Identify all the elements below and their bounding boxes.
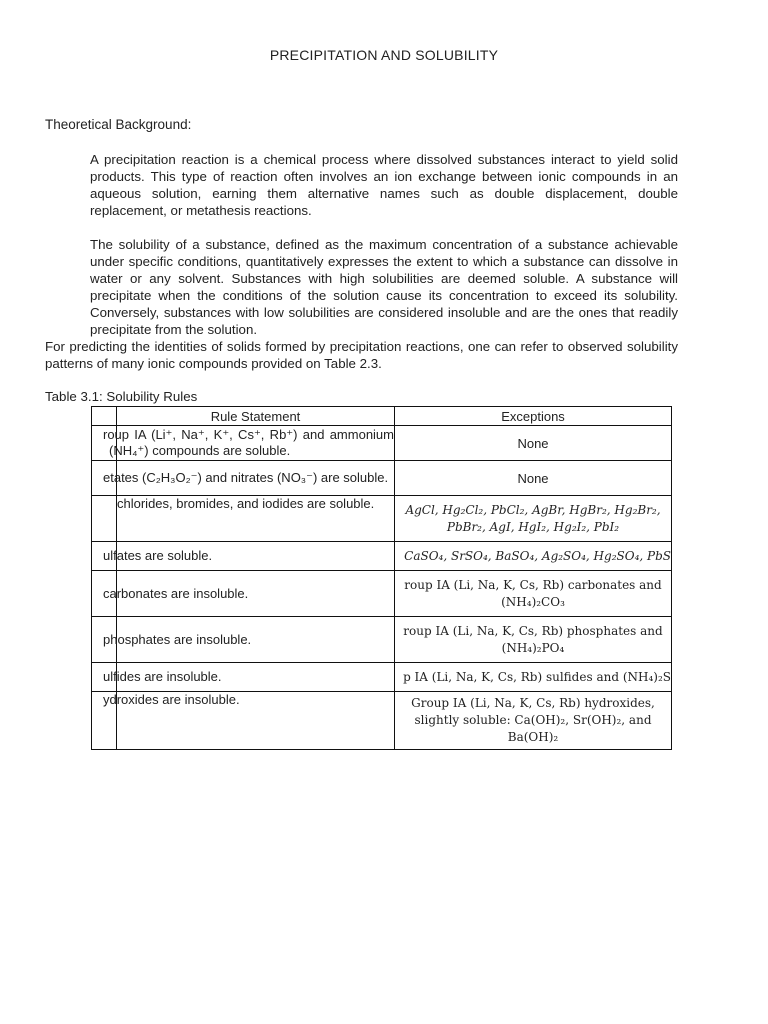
table-row bbox=[92, 542, 672, 571]
table-header-row bbox=[92, 407, 672, 426]
table-row bbox=[92, 617, 672, 663]
rule-text: ulfates are soluble. bbox=[103, 548, 213, 563]
rule-cell bbox=[103, 692, 395, 750]
header-rule-statement: Rule Statement bbox=[117, 407, 395, 426]
exception-cell: roup IA (Li, Na, K, Cs, Rb) carbonates and (NH₄)₂CO₃ bbox=[395, 571, 672, 617]
header-exceptions: Exceptions bbox=[395, 407, 672, 426]
paragraph-prediction: For predicting the identities of solids formed by precipitation reactions, one can refer to observed solubility patterns of many ionic compounds provided on Table 2.3. bbox=[45, 339, 678, 371]
rule-text: etates (C₂H₃O₂⁻) and nitrates (NO₃⁻) are soluble. bbox=[103, 470, 389, 485]
rule-cell bbox=[103, 542, 395, 571]
paragraph-solubility: The solubility of a substance, defined as the maximum concentration of a substance achievable under specific conditions, quantitatively expresses the extent to which a substance can dissolve in water or any solvent. Substances with high solubilities are deemed soluble. A substance will precipitate when the conditions of the solution cause its concentration to exceed its solubility. Conversely, substances with low solubilities are considered insoluble and are the ones that readily precipitate from the solution. bbox=[90, 237, 678, 337]
rule-text: carbonates are insoluble. bbox=[103, 585, 249, 601]
rule-text: ydroxides are insoluble. bbox=[103, 692, 240, 707]
table-row bbox=[92, 426, 672, 461]
table-row bbox=[92, 663, 672, 692]
exception-cell: CaSO₄, SrSO₄, BaSO₄, Ag₂SO₄, Hg₂SO₄, PbS bbox=[395, 542, 672, 571]
rule-text: phosphates are insoluble. bbox=[103, 631, 252, 647]
table-row bbox=[92, 461, 672, 496]
rule-cell bbox=[103, 461, 395, 496]
rule-cell bbox=[103, 426, 395, 461]
rule-cell bbox=[117, 496, 395, 542]
table-row bbox=[92, 496, 672, 542]
exception-cell: p IA (Li, Na, K, Cs, Rb) sulfides and (NH₄)₂S bbox=[395, 663, 672, 692]
rule-text: roup IA (Li⁺, Na⁺, K⁺, Cs⁺, Rb⁺) and ammonium (NH₄⁺) compounds are soluble. bbox=[103, 427, 394, 458]
solubility-rules-table bbox=[91, 406, 672, 750]
table-row bbox=[92, 692, 672, 750]
exception-cell: Group IA (Li, Na, K, Cs, Rb) hydroxides, slightly soluble: Ca(OH)₂, Sr(OH)₂, and Ba(OH)₂ bbox=[395, 692, 672, 750]
row-marker-cell bbox=[92, 496, 117, 542]
exception-cell: AgCl, Hg₂Cl₂, PbCl₂, AgBr, HgBr₂, Hg₂Br₂, PbBr₂, AgI, HgI₂, Hg₂I₂, PbI₂ bbox=[395, 496, 672, 542]
table-row bbox=[92, 571, 672, 617]
rule-text: ulfides are insoluble. bbox=[103, 669, 222, 684]
exception-cell: None bbox=[395, 426, 672, 461]
exception-cell: None bbox=[395, 461, 672, 496]
table-caption: Table 3.1: Solubility Rules bbox=[45, 389, 198, 404]
section-heading: Theoretical Background: bbox=[45, 117, 192, 132]
rule-cell bbox=[103, 617, 395, 663]
table-header-blank bbox=[92, 407, 117, 426]
rule-cell bbox=[103, 571, 395, 617]
rule-cell bbox=[103, 663, 395, 692]
paragraph-precipitation: A precipitation reaction is a chemical process where dissolved substances interact to yield solid products. This type of reaction often involves an ion exchange between ionic compounds in an aqueous solution, earning them alternative names such as double displacement, double replacement, or metathesis reactions. bbox=[90, 152, 678, 218]
page-title: PRECIPITATION AND SOLUBILITY bbox=[269, 47, 499, 63]
exception-cell: roup IA (Li, Na, K, Cs, Rb) phosphates and (NH₄)₂PO₄ bbox=[395, 617, 672, 663]
rule-text: chlorides, bromides, and iodides are soluble. bbox=[117, 496, 375, 511]
